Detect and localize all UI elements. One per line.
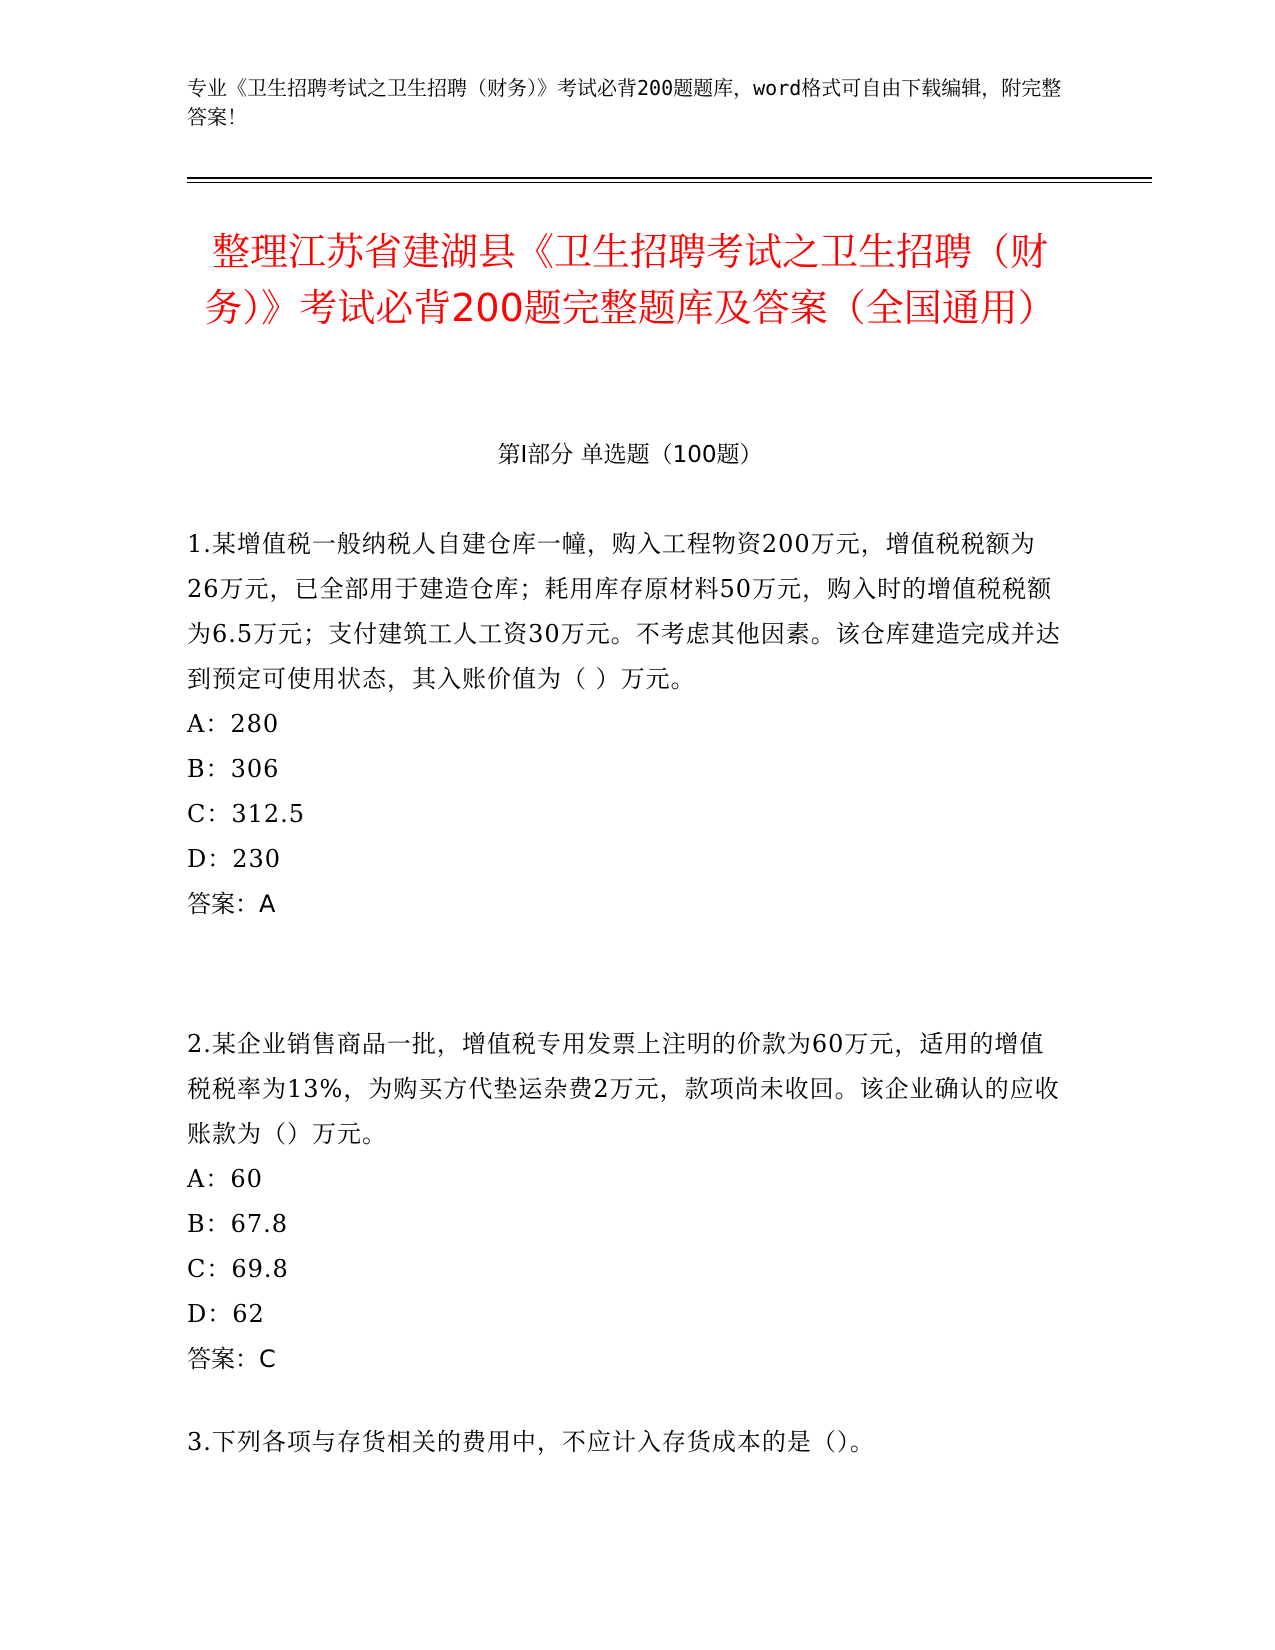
option-a: A：60 [187, 1165, 263, 1193]
option-c: C：69.8 [187, 1255, 289, 1283]
option-a: A：280 [187, 710, 280, 738]
question-3 [187, 1420, 1067, 1465]
answer-label: 答案：A [187, 890, 276, 918]
option-c: C：312.5 [187, 800, 306, 828]
option-b: B：67.8 [187, 1210, 289, 1238]
question-stem: 2.某企业销售商品一批，增值税专用发票上注明的价款为60万元，适用的增值税税率为13%，为购买方代垫运杂费2万元，款项尚未收回。该企业确认的应收账款为（）万元。 [187, 1030, 1060, 1148]
document-title: 整理江苏省建湖县《卫生招聘考试之卫生招聘（财务）》考试必背200题完整题库及答案（全国通用） [204, 230, 1056, 330]
section-heading: 第I部分 单选题（100题） [497, 442, 763, 468]
header-note: 专业《卫生招聘考试之卫生招聘（财务）》考试必背200题题库，word格式可自由下载编辑，附完整答案！ [187, 76, 1062, 129]
option-b: B：306 [187, 755, 280, 783]
answer-label: 答案：C [187, 1345, 276, 1373]
option-d: D：62 [187, 1300, 265, 1328]
question-2 [187, 1022, 1067, 1382]
header-rule [187, 177, 1152, 179]
question-stem: 3.下列各项与存货相关的费用中，不应计入存货成本的是（）。 [187, 1428, 875, 1456]
question-1 [187, 522, 1067, 927]
header-rule-thin [187, 182, 1152, 183]
option-d: D：230 [187, 845, 282, 873]
question-stem: 1.某增值税一般纳税人自建仓库一幢，购入工程物资200万元，增值税税额为26万元，已全部用于建造仓库；耗用库存原材料50万元，购入时的增值税税额为6.5万元；支付建筑工人工资30万元。不考虑其他因素。该仓库建造完成并达到预定可使用状态，其入账价值为（ ）万元。 [187, 530, 1061, 693]
